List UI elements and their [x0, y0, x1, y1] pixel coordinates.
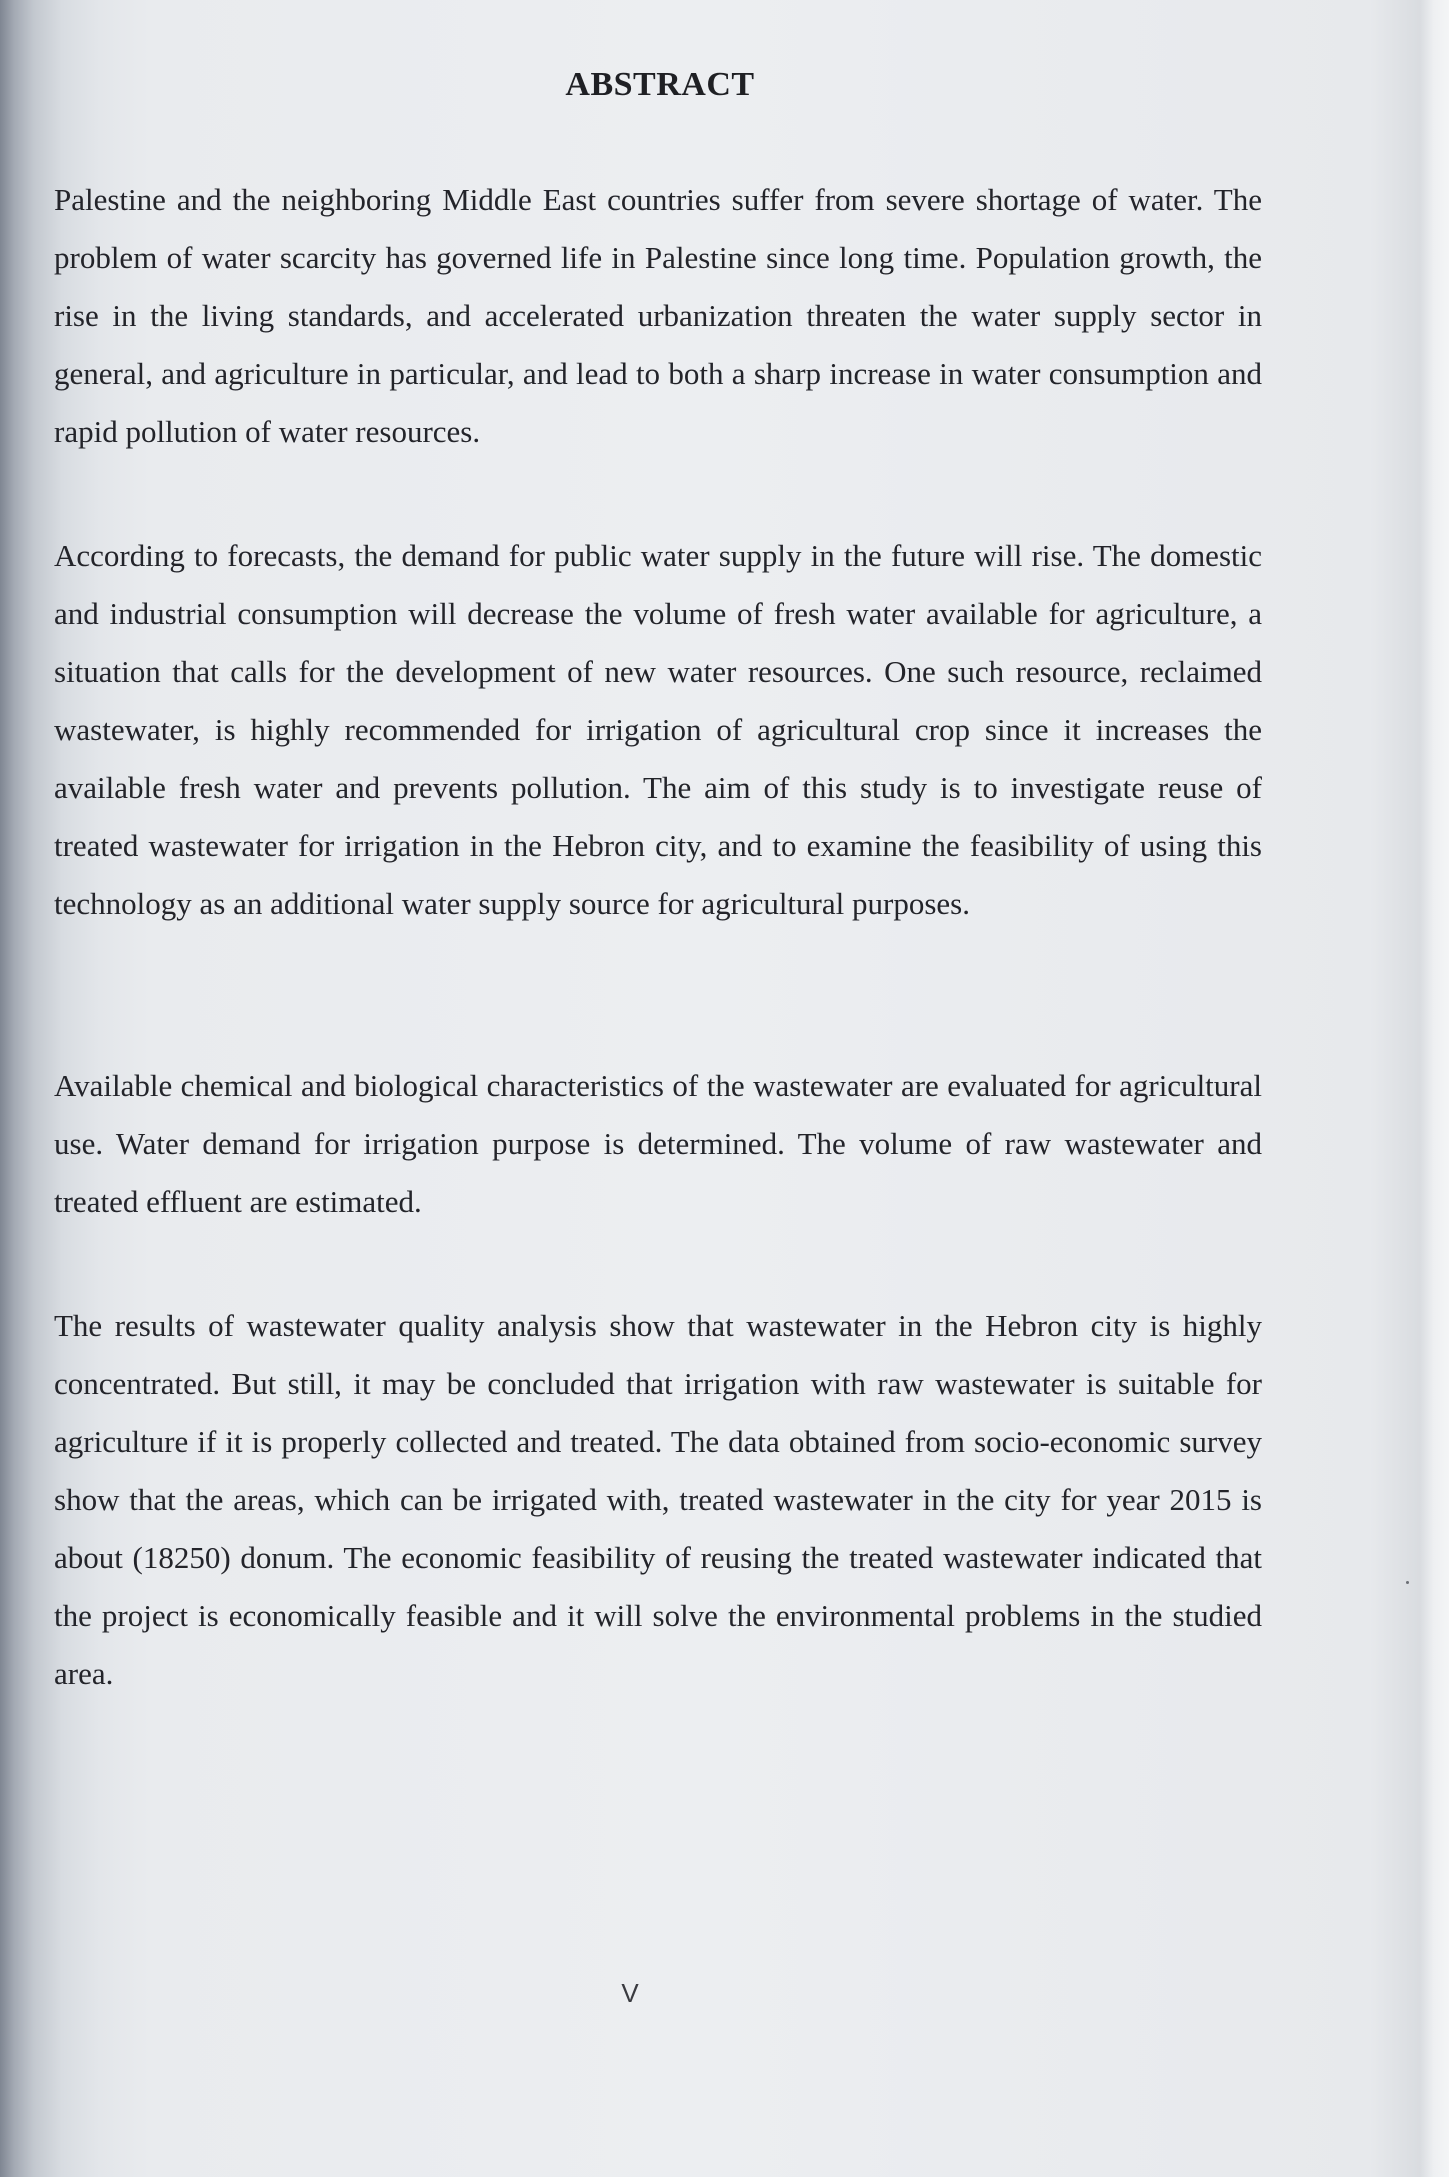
abstract-paragraph-2: According to forecasts, the demand for public water supply in the future will rise. The domestic and industrial consumption will decrease the volume of fresh water available for agriculture, a situation that calls for the development of new water resources. One such resource, reclaimed wastewater, is highly recommended for irrigation of agricultural crop since it increases the available fresh water and prevents pollution. The aim of this study is to investigate reuse of treated wastewater for irrigation in the Hebron city, and to examine the feasibility of using this technology as an additional water supply source for agricultural purposes. — [54, 538, 1262, 921]
abstract-paragraph-4: The results of wastewater quality analysis show that wastewater in the Hebron city is highly concentrated. But still, it may be concluded that irrigation with raw wastewater is suitable for agriculture if it is properly collected and treated. The data obtained from socio-economic survey show that the areas, which can be irrigated with, treated wastewater in the city for year 2015 is about (18250) donum. The economic feasibility of reusing the treated wastewater indicated that the project is economically feasible and it will solve the environmental problems in the studied area. — [54, 1308, 1262, 1691]
abstract-paragraph-3: Available chemical and biological characteristics of the wastewater are evaluated for agricultural use. Water demand for irrigation purpose is determined. The volume of raw wastewater and treated effluent are estimated. — [54, 1068, 1262, 1219]
abstract-paragraph-1: Palestine and the neighboring Middle East countries suffer from severe shortage of water. The problem of water scarcity has governed life in Palestine since long time. Population growth, the rise in the living standards, and accelerated urbanization threaten the water supply sector in general, and agriculture in particular, and lead to both a sharp increase in water consumption and rapid pollution of water resources. — [54, 182, 1262, 449]
page-number: V — [621, 1978, 639, 2008]
scan-speck — [1406, 1581, 1409, 1584]
abstract-title: ABSTRACT — [565, 66, 755, 103]
